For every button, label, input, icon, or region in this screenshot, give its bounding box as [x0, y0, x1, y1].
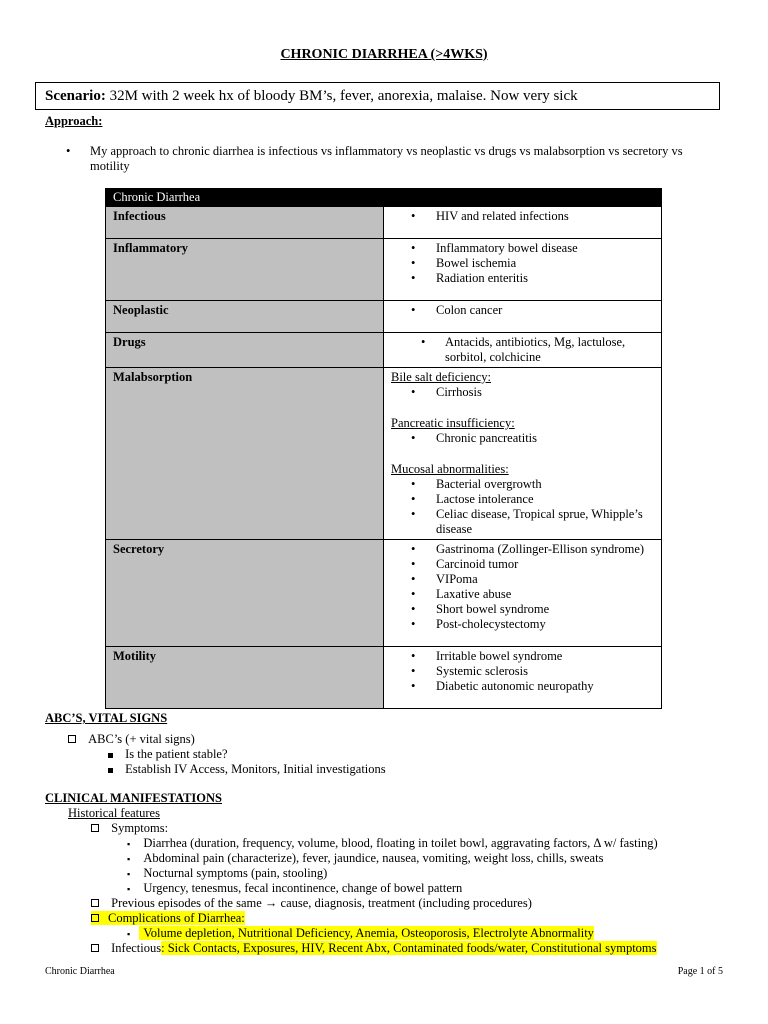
list-item: • Chronic pancreatitis [391, 431, 654, 446]
symptom-text: Urgency, tenesmus, fecal incontinence, change of bowel pattern [143, 881, 463, 895]
small-square-bullet-icon: ▪ [127, 854, 131, 864]
previous-text-a: Previous episodes of the same [111, 896, 265, 910]
abcs-subitem [108, 762, 386, 777]
list-item: • Diabetic autonomic neuropathy [391, 679, 654, 694]
clinical-heading: CLINICAL MANIFESTATIONS [45, 791, 223, 805]
list-item: • VIPoma [391, 572, 654, 587]
list-item: • Bacterial overgrowth [391, 477, 654, 492]
table-row [106, 239, 662, 301]
list-item: • Cirrhosis [391, 385, 654, 400]
table-header: Chronic Diarrhea [106, 189, 662, 207]
abcs-item-text: ABC’s (+ vital signs) [88, 732, 195, 746]
list-item: • Carcinoid tumor [391, 557, 654, 572]
checkbox-icon [91, 824, 99, 832]
checkbox-icon [91, 899, 99, 907]
abcs-item [68, 732, 195, 747]
subgroup-label: Pancreatic insufficiency: [391, 416, 515, 430]
table-row [106, 647, 662, 709]
checkbox-icon [68, 735, 76, 743]
symptom-text: Abdominal pain (characterize), fever, jaundice, nausea, vomiting, weight loss, chills, sweats [143, 851, 604, 865]
abcs-subitem-text: Is the patient stable? [125, 747, 228, 761]
category-cell: Infectious [106, 207, 384, 239]
symptom-subitem [127, 881, 462, 897]
differential-table [105, 188, 662, 709]
list-item: • Lactose intolerance [391, 492, 654, 507]
category-cell: Inflammatory [106, 239, 384, 301]
symptom-text: Nocturnal symptoms (pain, stooling) [143, 866, 328, 880]
list-item: • Irritable bowel syndrome [391, 649, 654, 664]
symptom-subitem [127, 851, 603, 867]
category-cell: Drugs [106, 333, 384, 368]
infectious-label: Infectious [111, 941, 162, 955]
scenario-text: 32M with 2 week hx of bloody BM’s, fever, anorexia, malaise. Now very sick [105, 88, 578, 104]
list-item: • Celiac disease, Tropical sprue, Whipple’s disease [391, 507, 654, 537]
list-item: • Systemic sclerosis [391, 664, 654, 679]
previous-episodes-item [91, 896, 532, 911]
historical-heading: Historical features [68, 806, 160, 820]
list-item: • Post-cholecystectomy [391, 617, 654, 632]
checkbox-icon [91, 914, 99, 922]
subgroup-label: Bile salt deficiency: [391, 370, 491, 384]
symptoms-item [91, 821, 168, 836]
approach-text: My approach to chronic diarrhea is infectious vs inflammatory vs neoplastic vs drugs vs malabsorption vs secretory vs motility [90, 144, 683, 173]
square-bullet-icon [108, 753, 113, 758]
complications-item [91, 911, 245, 926]
table-row [106, 368, 662, 540]
list-item: • Bowel ischemia [391, 256, 654, 271]
category-cell: Malabsorption [106, 368, 384, 540]
bullet-icon: • [66, 144, 71, 158]
scenario-box [35, 82, 720, 110]
list-item: • Laxative abuse [391, 587, 654, 602]
symptom-text: Diarrhea (duration, frequency, volume, blood, floating in toilet bowl, aggravating factors, Δ w/ fasting) [143, 836, 658, 850]
footer-left: Chronic Diarrhea [45, 966, 115, 977]
abcs-heading: ABC’S, VITAL SIGNS [45, 711, 168, 725]
symptom-subitem [127, 836, 658, 852]
table-row [106, 301, 662, 333]
small-square-bullet-icon: ▪ [127, 884, 131, 894]
page-title: CHRONIC DIARRHEA (>4WKS) [280, 47, 488, 62]
infectious-item [91, 941, 657, 956]
list-item: • Radiation enteritis [391, 271, 654, 286]
list-item: • Colon cancer [391, 303, 654, 318]
list-item: • Inflammatory bowel disease [391, 241, 654, 256]
footer-page-number: Page 1 of 5 [677, 966, 723, 977]
abcs-subitem-text: Establish IV Access, Monitors, Initial investigations [125, 762, 386, 776]
symptom-subitem [127, 866, 327, 882]
category-cell: Motility [106, 647, 384, 709]
complications-subitem [127, 926, 594, 942]
previous-text-b: cause, diagnosis, treatment (including procedures) [277, 896, 532, 910]
table-row [106, 207, 662, 239]
list-item: • Antacids, antibiotics, Mg, lactulose, sorbitol, colchicine [391, 335, 654, 365]
scenario-label: Scenario: [45, 88, 106, 104]
subgroup-label: Mucosal abnormalities: [391, 462, 509, 476]
list-item: • HIV and related infections [391, 209, 654, 224]
small-square-bullet-icon: ▪ [127, 869, 131, 879]
table-row [106, 333, 662, 368]
abcs-subitem [108, 747, 228, 762]
category-cell: Secretory [106, 540, 384, 647]
table-row [106, 540, 662, 647]
infectious-text: : Sick Contacts, Exposures, HIV, Recent Abx, Contaminated foods/water, Constitutional symptoms [161, 941, 657, 955]
small-square-bullet-icon: ▪ [127, 839, 131, 849]
right-arrow-icon: → [264, 896, 278, 910]
list-item: • Short bowel syndrome [391, 602, 654, 617]
approach-heading: Approach: [45, 114, 103, 128]
category-cell: Neoplastic [106, 301, 384, 333]
complications-label: Complications of Diarrhea: [108, 911, 245, 925]
symptoms-label: Symptoms: [111, 821, 169, 835]
small-square-bullet-icon: ▪ [127, 929, 131, 939]
square-bullet-icon [108, 768, 113, 773]
complications-text: Volume depletion, Nutritional Deficiency, Anemia, Osteoporosis, Electrolyte Abnormality [139, 926, 594, 940]
checkbox-icon [91, 944, 99, 952]
list-item: • Gastrinoma (Zollinger-Ellison syndrome) [391, 542, 654, 557]
